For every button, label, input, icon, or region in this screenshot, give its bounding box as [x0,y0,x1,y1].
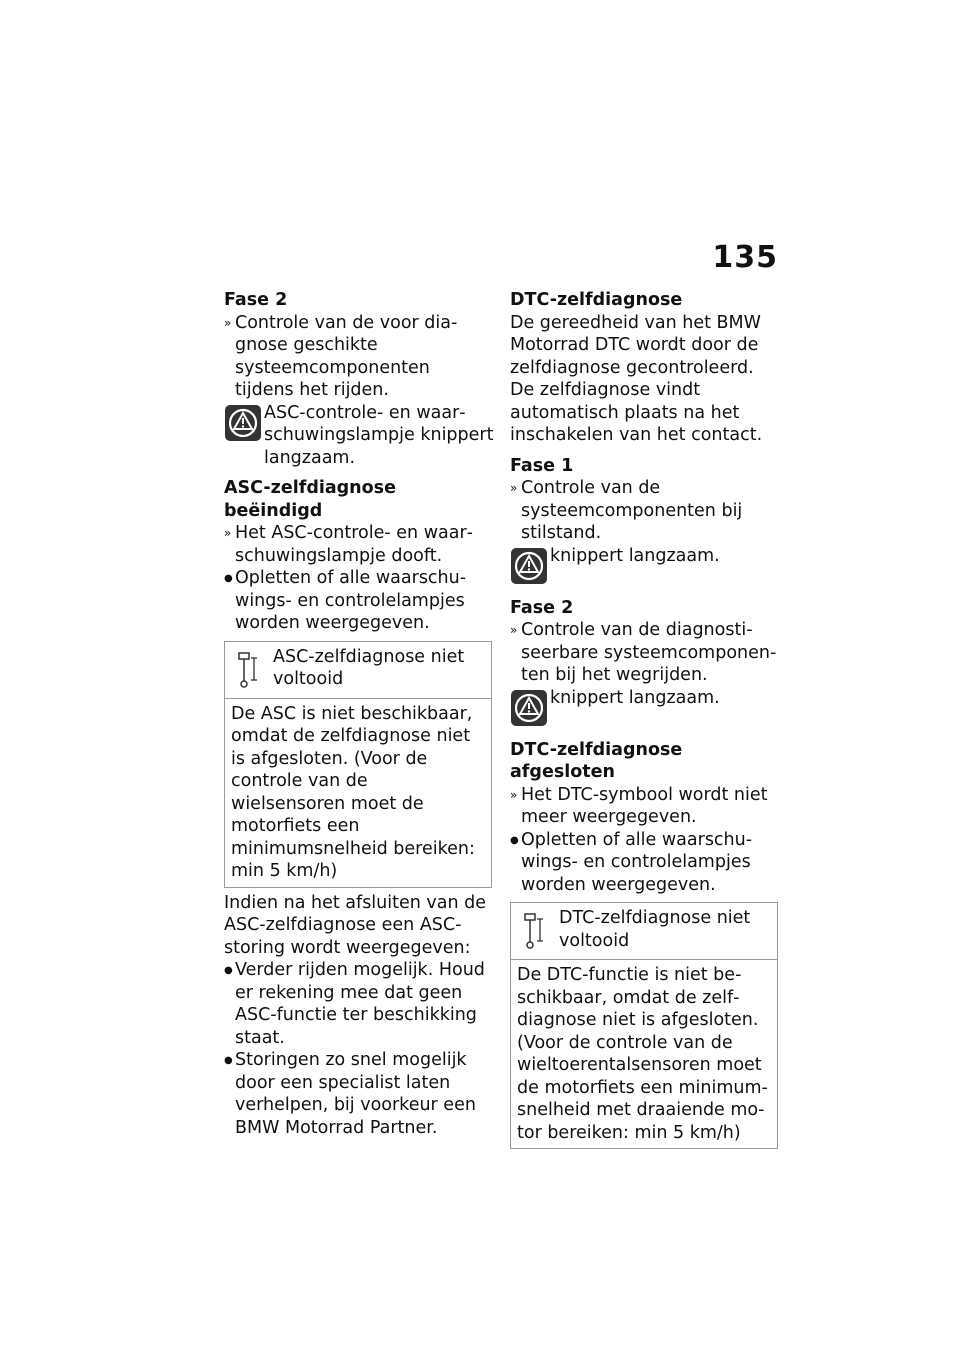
page-number: 135 [712,240,778,275]
dipstick-gauge-icon [237,650,259,690]
asc-note-body: De ASC is niet beschikbaar, omdat de zelfdiagnose niet is afgesloten. (Voor de controle van de wielsensoren moet de motorfiets een minimumsnelheid bereiken: min 5 km/h) [231,703,475,881]
fase2-heading: Fase 2 [224,290,288,310]
fase2-step: » Controle van de voor diagnose geschikte systeemcomponenten tijdens het rijden. [224,312,458,400]
fase2-lamp-line: ASC-controle- en waarschuwingslampje knippert langzaam. [224,402,494,470]
dtc-warning-lamp-icon [510,689,548,727]
dtc-done-heading: DTC-zelfdiagnose afgesloten [510,739,683,782]
asc-bullet-2: ● Storingen zo snel mogelijk door een specialist laten verhelpen, bij voorkeur een BMW Motorrad Partner. [224,1050,476,1138]
asc-note-title: ASC-zelfdiagnose niet voltooid [273,646,465,689]
fase2-heading-right: Fase 2 [510,597,574,618]
dipstick-gauge-icon [523,911,545,951]
fase1-lamp-line: knippert langzaam. [510,545,780,589]
dtc-warning-lamp-icon [510,547,548,585]
asc-bullet-1: ● Verder rijden mogelijk. Houd er rekening mee dat geen ASC-functie ter beschikking staat. [224,960,485,1048]
dtc-note-title: DTC-zelfdiagnose niet voltooid [559,908,751,951]
asc-note-box [224,641,492,888]
fase1-heading: Fase 1 [510,455,574,476]
dtc-note-body: De DTC-functie is niet beschikbaar, omdat de zelfdiagnose niet is afgesloten. (Voor de controle van de wieltoerentalsensoren moet de motorfiets een minimumsnelheid met draaiende motor bereiken: min 5 km/h) [517,965,768,1143]
asc-warning-lamp-icon [224,404,262,442]
dtc-note-header [511,903,777,960]
left-column [224,289,494,1139]
dtc-done-step: » Het DTC-symbool wordt niet meer weergegeven. [510,784,768,827]
dtc-heading: DTC-zelfdiagnose [510,290,683,310]
fase2-step-right: » Controle van de diagnostiseerbare systeemcomponenten bij het wegrijden. [510,620,777,685]
dtc-intro: De gereedheid van het BMW Motorrad DTC wordt door de zelfdiagnose gecontroleerd. De zelfdiagnose vindt automatisch plaats na het inschakelen van het contact. [510,312,763,445]
dtc-done-bullet: ● Opletten of alle waarschuwings- en controlelampjes worden weergegeven. [510,829,753,895]
right-column [510,289,780,1149]
fase2-lamp-line-right: knippert langzaam. [510,687,780,731]
fase1-step: » Controle van de systeemcomponenten bij stilstand. [510,478,743,543]
asc-note-header [225,642,491,699]
after-note-text: Indien na het afsluiten van de ASC-zelfdiagnose een ASC-storing wordt weergegeven: [224,892,487,958]
asc-done-heading: ASC-zelfdiagnose beëindigd [224,478,396,521]
dtc-note-box [510,902,778,1149]
asc-done-bullet: ● Opletten of alle waarschuwings- en controlelampjes worden weergegeven. [224,568,467,633]
asc-done-step: » Het ASC-controle- en waarschuwingslampje dooft. [224,523,473,566]
